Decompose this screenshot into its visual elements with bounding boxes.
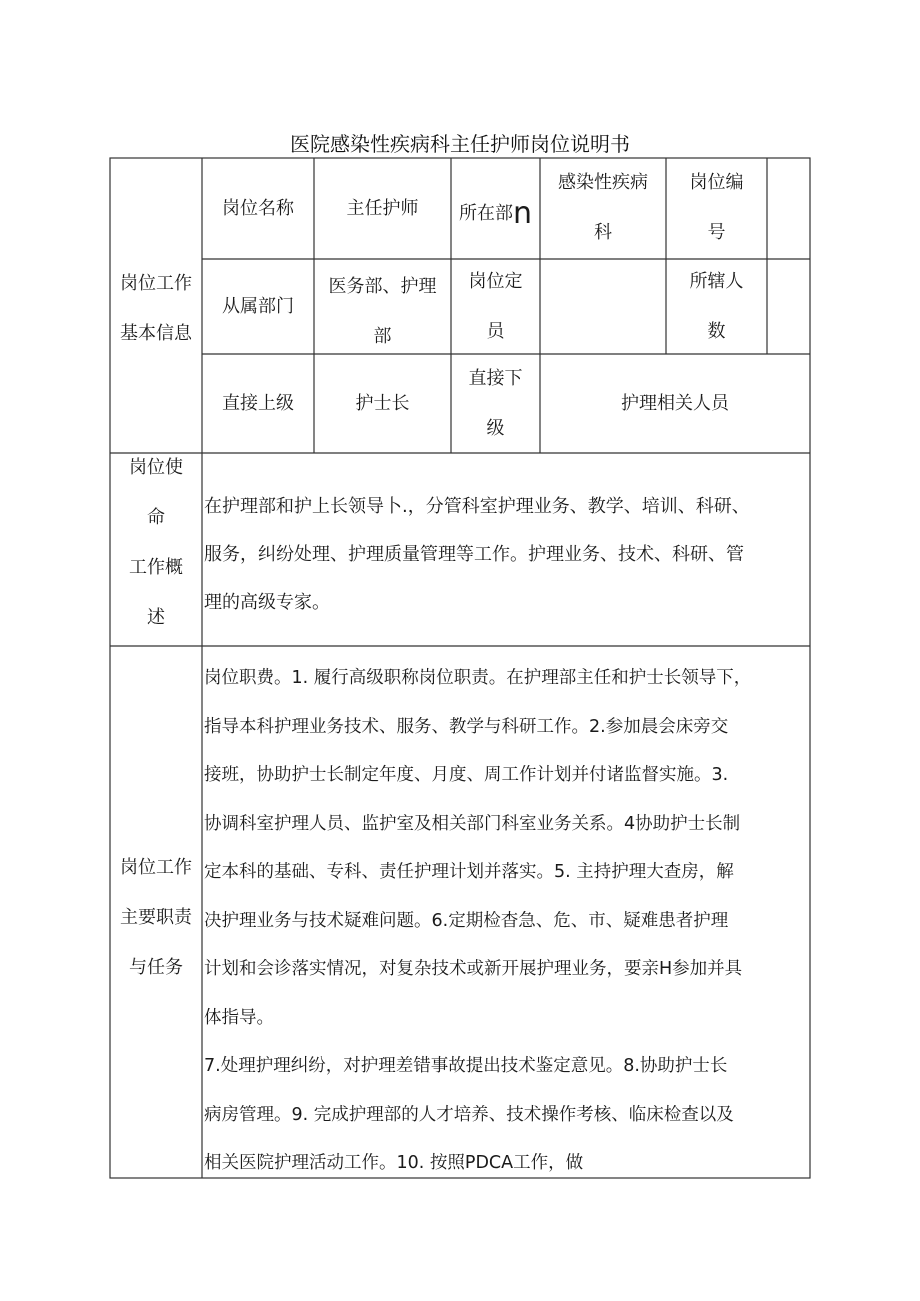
basic-info-section-label	[110, 259, 202, 359]
direct-superior-label: 直接上级	[222, 392, 294, 414]
subordinates-count-label	[666, 259, 767, 354]
post-code-label-line2: 号	[707, 222, 726, 243]
duties-text-line: 病房管理。9. 完成护理部的人才培养、技术操作考核、临床检查以及	[204, 1104, 734, 1125]
mission-label-line1: 岗位使	[129, 457, 183, 478]
post-quota-label-line2: 员	[486, 320, 505, 342]
dept-label-suffix: n	[512, 195, 532, 231]
direct-subordinate-label	[451, 354, 540, 453]
duties-text-line: 指导本科护理业务技术、服务、教学与科研工作。2.参加晨会床旁交	[204, 716, 729, 737]
duties-text-line: 定本科的基础、专科、责任护理计划并落实。5. 主持护理大查房，解	[204, 862, 734, 882]
subordinates-label-line1: 所辖人	[689, 270, 744, 292]
duties-label-line2: 主要职责	[120, 907, 192, 928]
post-quota-value	[540, 259, 666, 354]
duties-label-line3: 与任务	[129, 957, 183, 978]
mission-section-label	[110, 443, 202, 643]
subordinates-count-value	[767, 259, 810, 354]
post-name-label: 岗位名称	[222, 197, 294, 219]
affiliated-value-line2: 部	[373, 325, 392, 347]
dept-value	[540, 158, 666, 259]
duties-text-line: 计划和会诊落实情况，对复杂技术或新开展护理业务，要亲H参加并具	[204, 959, 743, 979]
affiliated-value-line1: 医务部、护理	[328, 275, 437, 297]
document-title: 医院感染性疾病科主任护师岗位说明书	[290, 132, 630, 156]
duties-label-line1: 岗位工作	[120, 857, 192, 878]
duties-text	[204, 654, 810, 1188]
dept-label-text: 所在部	[458, 202, 513, 224]
post-quota-label	[451, 259, 540, 354]
direct-subordinate-value: 护理相关人员	[621, 392, 729, 414]
duties-text-line: 7.处理护理纠纷，对护理差错事故提出技术鉴定意见。8.协助护士长	[204, 1056, 728, 1076]
post-quota-label-line1: 岗位定	[468, 270, 523, 292]
mission-text-line: 服务，纠纷处理、护理质量管理等工作。护理业务、技术、科研、管	[204, 544, 744, 565]
duties-section-label	[110, 843, 202, 993]
post-code-label	[666, 158, 767, 259]
duties-text-line: 相关医院护理活动工作。10. 按照PDCA工作，做	[204, 1153, 584, 1173]
mission-label-line2: 命	[147, 507, 165, 528]
post-name-value: 主任护师	[346, 197, 419, 219]
affiliated-dept-value	[314, 264, 451, 359]
dept-label	[451, 158, 540, 259]
direct-subordinate-label-line1: 直接下	[468, 367, 523, 389]
duties-text-line: 体指导。	[204, 1007, 274, 1028]
mission-label-line4: 述	[147, 607, 165, 628]
mission-text-line: 理的高级专家。	[204, 592, 330, 613]
duties-text-line: 决护理业务与技术疑难问题。6.定期检杳急、危、市、疑难患者护理	[204, 910, 729, 931]
duties-text-line: 接班，协助护士长制定年度、月度、周工作计划并付诸监督实施。3.	[204, 765, 729, 785]
mission-text	[204, 483, 810, 627]
direct-superior-value: 护士长	[355, 392, 410, 414]
mission-text-line: 在护理部和护上长领导卜.，分管科室护理业务、教学、培训、科研、	[204, 496, 750, 517]
direct-subordinate-label-line2: 级	[486, 417, 505, 439]
post-code-label-line1: 岗位编	[689, 172, 744, 193]
mission-label-line3: 工作概	[129, 557, 183, 578]
dept-value-line2: 科	[594, 222, 612, 243]
subordinates-label-line2: 数	[707, 320, 726, 342]
duties-text-line: 岗位职费。1. 履行高级职称岗位职责。在护理部主任和护士长领导下，	[204, 668, 752, 688]
post-code-value	[767, 158, 810, 259]
affiliated-dept-label: 从属部门	[222, 295, 294, 317]
duties-text-line: 协调科室护理人员、监护室及相关部门科室业务关系。4协助护士长制	[204, 813, 741, 834]
basic-info-label-line2: 基本信息	[120, 323, 192, 344]
dept-value-line1: 感染性疾病	[558, 172, 648, 193]
basic-info-label-line1: 岗位工作	[120, 273, 192, 294]
